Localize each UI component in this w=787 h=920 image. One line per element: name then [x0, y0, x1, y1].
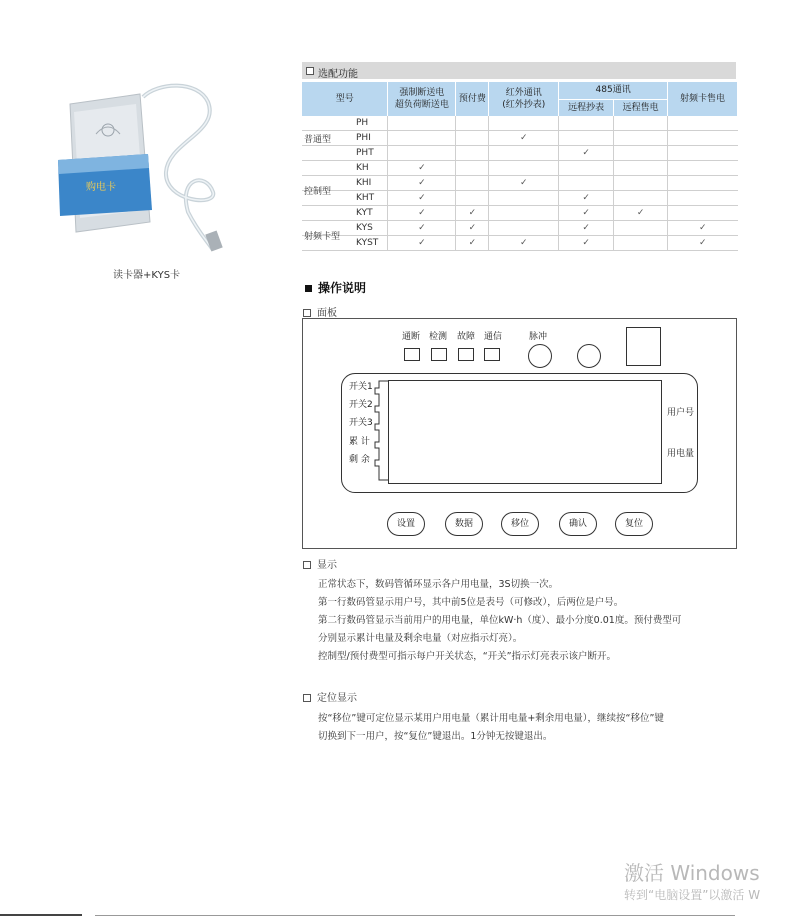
check-cell	[456, 131, 489, 146]
lamp-label-switch1: 开关1	[349, 382, 373, 392]
th-remote-read: 远程抄表	[559, 99, 614, 116]
check-cell	[614, 116, 668, 131]
table-row	[302, 236, 738, 251]
section-square-icon	[306, 67, 314, 75]
check-cell	[614, 191, 668, 206]
indicator-lamp-detect	[431, 348, 447, 361]
pulse-label: 脉冲	[529, 332, 548, 342]
display-line: 正常状态下，数码管循环显示各户用电量，3S切换一次。	[318, 579, 559, 590]
lamp-label-total: 累 计	[349, 437, 370, 447]
table-row	[302, 131, 738, 146]
check-mark: ✓	[418, 163, 426, 173]
display-line: 控制型/预付费型可指示每户开关状态，“开关”指示灯亮表示该户断开。	[318, 651, 617, 662]
check-mark: ✓	[468, 223, 477, 233]
check-cell	[388, 206, 456, 221]
model-label: PH	[356, 118, 369, 128]
check-cell	[456, 176, 489, 191]
model-cell	[302, 221, 388, 242]
check-cell	[456, 161, 489, 176]
meter-panel	[302, 318, 737, 549]
options-table	[302, 82, 738, 251]
check-cell	[668, 206, 738, 221]
subhead-square-icon	[303, 309, 311, 317]
check-cell	[388, 146, 456, 161]
check-mark: ✓	[418, 238, 426, 248]
display-subhead-text: 显示	[317, 560, 337, 571]
check-mark: ✓	[520, 178, 528, 188]
table-row	[302, 221, 738, 236]
check-cell	[559, 191, 614, 206]
th-model: 型号	[302, 82, 388, 116]
check-mark: ✓	[418, 193, 426, 203]
model-cell	[302, 146, 388, 161]
check-mark: ✓	[418, 208, 426, 218]
model-label: PHT	[356, 148, 374, 158]
check-cell	[388, 131, 456, 146]
model-label: KHI	[356, 178, 372, 188]
check-cell	[668, 116, 738, 131]
th-prepaid: 预付费	[456, 82, 489, 116]
panel-subhead	[303, 304, 337, 319]
label-usage: 用电量	[667, 449, 695, 459]
display-line: 分别显示累计电量及剩余电量（对应指示灯亮）。	[318, 633, 523, 644]
watermark-line1: 激活 Windows	[624, 861, 760, 885]
data-button[interactable]: 数据	[445, 512, 483, 536]
display-paragraph	[318, 576, 748, 666]
check-cell	[668, 191, 738, 206]
check-cell	[489, 116, 559, 131]
check-cell	[489, 191, 559, 206]
indicator-label-2: 故障	[457, 332, 476, 342]
model-cell	[302, 206, 388, 221]
locate-line: 切换到下一用户，按“复位”键退出。1分钟无按键退出。	[318, 731, 553, 742]
th-breaker: 强制断送电 超负荷断送电	[388, 82, 456, 116]
model-label: KHT	[356, 193, 375, 203]
check-cell	[668, 161, 738, 176]
check-cell	[614, 161, 668, 176]
subhead-square-icon	[303, 561, 311, 569]
check-cell	[489, 236, 559, 251]
shift-button[interactable]: 移位	[501, 512, 539, 536]
check-cell	[456, 236, 489, 251]
check-cell	[489, 146, 559, 161]
set-button[interactable]: 设置	[387, 512, 425, 536]
check-cell	[668, 236, 738, 251]
check-cell	[489, 176, 559, 191]
display-line: 第一行数码管显示用户号，其中前5位是表号（可修改），后两位是户号。	[318, 597, 624, 608]
check-mark: ✓	[699, 238, 707, 248]
check-cell	[388, 176, 456, 191]
check-mark: ✓	[468, 238, 477, 248]
model-label: KYT	[356, 208, 373, 218]
check-cell	[668, 221, 738, 236]
check-cell	[668, 146, 738, 161]
model-label: KYST	[356, 238, 379, 248]
lamp-label-switch2: 开关2	[349, 400, 373, 410]
check-cell	[388, 191, 456, 206]
check-cell	[489, 161, 559, 176]
check-cell	[614, 131, 668, 146]
check-mark: ✓	[582, 223, 590, 233]
options-section-bar	[302, 62, 736, 79]
indicator-lamp-comm	[484, 348, 500, 361]
table-row	[302, 116, 738, 131]
check-mark: ✓	[520, 238, 528, 248]
locate-line: 按“移位”键可定位显示某用户用电量（累计用电量+剩余用电量），继续按“移位”键	[318, 713, 664, 724]
bullet-square-icon	[305, 285, 312, 292]
indicator-lamp-onoff	[404, 348, 420, 361]
card-reader-image	[48, 82, 238, 252]
table-row	[302, 176, 738, 191]
panel-subhead-text: 面板	[317, 308, 337, 319]
subhead-square-icon	[303, 694, 311, 702]
check-cell	[559, 131, 614, 146]
check-cell	[614, 146, 668, 161]
check-cell	[559, 116, 614, 131]
check-mark: ✓	[699, 223, 707, 233]
options-section-title: 选配功能	[318, 69, 358, 80]
check-mark: ✓	[418, 223, 426, 233]
card-text: 购电卡	[86, 182, 116, 193]
lamp-label-remain: 剩 余	[349, 455, 370, 465]
check-cell	[456, 191, 489, 206]
locate-subhead	[303, 689, 357, 704]
footer-rule-right	[95, 915, 735, 916]
th-remote-sell: 远程售电	[614, 99, 668, 116]
table-row	[302, 191, 738, 206]
check-cell	[489, 221, 559, 236]
ops-title	[305, 279, 366, 296]
locate-paragraph	[318, 710, 748, 746]
indicator-label-1: 检测	[429, 332, 448, 342]
display-subhead	[303, 556, 337, 571]
check-cell	[559, 176, 614, 191]
table-row	[302, 161, 738, 176]
model-label: PHI	[356, 133, 371, 143]
check-mark: ✓	[582, 238, 590, 248]
th-rf-sell: 射频卡售电	[668, 82, 738, 116]
check-cell	[456, 116, 489, 131]
lcd-area	[388, 380, 662, 484]
model-label: KYS	[356, 223, 373, 233]
check-cell	[388, 221, 456, 236]
table-row	[302, 206, 738, 221]
display-line: 第二行数码管显示当前用户的用电量，单位kW·h（度）、最小分度0.01度。预付费型可	[318, 615, 682, 626]
check-cell	[559, 206, 614, 221]
check-cell	[456, 221, 489, 236]
watermark-line2: 转到“电脑设置”以激活 W	[624, 888, 761, 902]
check-cell	[489, 206, 559, 221]
ir-port	[577, 344, 601, 368]
check-cell	[614, 176, 668, 191]
table-row	[302, 146, 738, 161]
check-cell	[614, 206, 668, 221]
group-label: 射频卡型	[304, 232, 341, 242]
check-mark: ✓	[582, 193, 590, 203]
reset-button[interactable]: 复位	[615, 512, 653, 536]
pulse-lamp	[528, 344, 552, 368]
indicator-lamp-fault	[458, 348, 474, 361]
check-cell	[668, 131, 738, 146]
locate-subhead-text: 定位显示	[317, 693, 357, 704]
footer-rule-left	[0, 914, 82, 916]
check-mark: ✓	[520, 133, 528, 143]
lamp-brackets	[373, 380, 389, 484]
confirm-button[interactable]: 确认	[559, 512, 597, 536]
indicator-label-3: 通信	[484, 332, 503, 342]
check-cell	[559, 161, 614, 176]
check-mark: ✓	[636, 208, 645, 218]
th-infrared: 红外通讯 (红外抄表)	[489, 82, 559, 116]
check-mark: ✓	[418, 178, 426, 188]
check-cell	[388, 236, 456, 251]
check-cell	[388, 161, 456, 176]
check-mark: ✓	[582, 208, 590, 218]
check-cell	[559, 221, 614, 236]
check-cell	[559, 146, 614, 161]
check-mark: ✓	[582, 148, 590, 158]
check-cell	[668, 176, 738, 191]
check-mark: ✓	[468, 208, 477, 218]
ops-title-text: 操作说明	[318, 281, 367, 295]
check-cell	[489, 131, 559, 146]
check-cell	[388, 116, 456, 131]
group-label: 普通型	[304, 134, 332, 145]
check-cell	[559, 236, 614, 251]
card-slot	[626, 327, 661, 366]
reader-caption: 读卡器+KYS卡	[113, 270, 181, 281]
check-cell	[614, 221, 668, 236]
lamp-label-switch3: 开关3	[349, 418, 373, 428]
check-cell	[614, 236, 668, 251]
label-user-no: 用户号	[667, 408, 695, 418]
check-cell	[456, 206, 489, 221]
th-485: 485通讯	[559, 82, 668, 99]
indicator-label-0: 通断	[402, 332, 421, 342]
group-label: 控制型	[304, 187, 332, 197]
check-cell	[456, 146, 489, 161]
model-label: KH	[356, 163, 369, 173]
